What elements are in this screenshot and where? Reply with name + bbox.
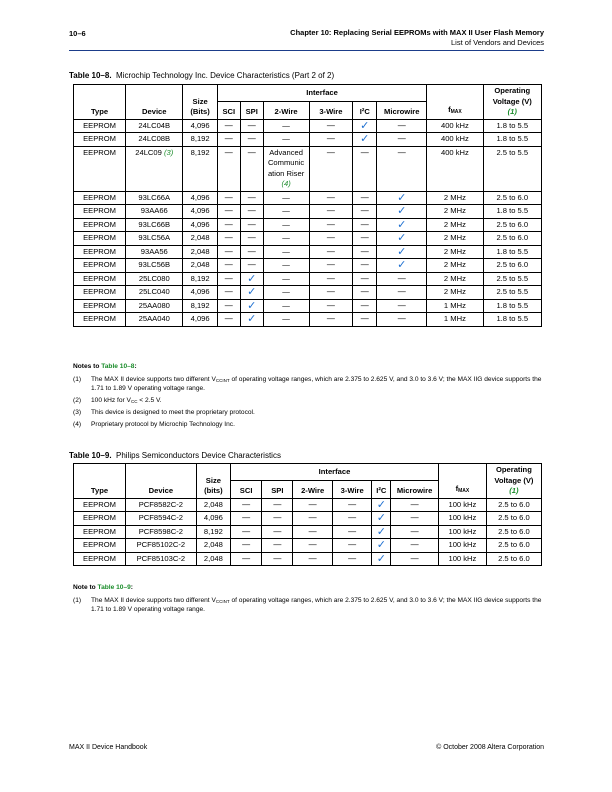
sci-cell: —	[217, 232, 240, 246]
table-row	[74, 133, 542, 147]
table1-caption-label: Table 10–8.	[69, 71, 112, 80]
device-cell: 93LC56A	[126, 232, 183, 246]
type-cell: EEPROM	[74, 259, 126, 273]
size-cell: 2,048	[183, 259, 217, 273]
voltage-cell: 1.8 to 5.5	[483, 299, 541, 313]
microwire-cell-check-icon: ✓	[377, 191, 427, 205]
col-interface: Interface	[217, 85, 426, 102]
size-cell: 8,192	[183, 299, 217, 313]
table-row	[74, 313, 542, 327]
twowire-cell: —	[263, 205, 309, 219]
type-cell: EEPROM	[74, 119, 126, 133]
fmax-cell: 2 MHz	[427, 218, 483, 232]
table-row	[74, 539, 542, 553]
size-cell: 8,192	[183, 146, 217, 191]
col-i2c: I²C	[353, 102, 377, 119]
sci-cell: —	[217, 313, 240, 327]
microwire-cell: —	[377, 119, 427, 133]
col-spi: SPI	[262, 481, 293, 498]
fmax-cell: 100 kHz	[438, 525, 486, 539]
col-3wire: 3-Wire	[332, 481, 372, 498]
col-type: Type	[74, 85, 126, 120]
fmax-cell: 1 MHz	[427, 313, 483, 327]
voltage-cell: 2.5 to 6.0	[486, 512, 541, 526]
sci-cell: —	[217, 286, 240, 300]
microwire-cell: —	[391, 498, 439, 512]
device-cell: 24LC09 (3)	[126, 146, 183, 191]
spi-cell-check-icon: ✓	[240, 299, 263, 313]
fmax-cell: 400 kHz	[427, 119, 483, 133]
spi-cell: —	[262, 525, 293, 539]
device-cell: PCF8594C-2	[126, 512, 197, 526]
sci-cell: —	[217, 218, 240, 232]
twowire-cell: —	[263, 218, 309, 232]
spi-cell: —	[262, 552, 293, 566]
sci-cell: —	[217, 146, 240, 191]
device-cell: PCF85103C-2	[126, 552, 197, 566]
table-row	[74, 191, 542, 205]
type-cell: EEPROM	[74, 245, 126, 259]
table2-caption	[69, 451, 281, 460]
twowire-cell: —	[293, 498, 333, 512]
fmax-cell: 1 MHz	[427, 299, 483, 313]
twowire-cell: Advanced Communic ation Riser (4)	[263, 146, 309, 191]
size-cell: 4,096	[183, 218, 217, 232]
microwire-cell: —	[391, 525, 439, 539]
table-row	[74, 552, 542, 566]
twowire-cell: —	[263, 191, 309, 205]
voltage-cell: 2.5 to 6.0	[486, 539, 541, 553]
sci-cell: —	[217, 205, 240, 219]
voltage-cell: 2.5 to 5.5	[483, 272, 541, 286]
col-size: Size (bits)	[196, 464, 230, 499]
sci-cell: —	[231, 552, 262, 566]
sci-cell: —	[217, 299, 240, 313]
device-cell: 93AA66	[126, 205, 183, 219]
table-row	[74, 272, 542, 286]
threewire-cell: —	[309, 313, 353, 327]
device-cell: 93LC66A	[126, 191, 183, 205]
device-cell: 25AA040	[126, 313, 183, 327]
i2c-cell: —	[353, 272, 377, 286]
col-fmax: fMAX	[427, 85, 483, 120]
table-row	[74, 119, 542, 133]
spi-cell: —	[240, 218, 263, 232]
microwire-cell-check-icon: ✓	[377, 232, 427, 246]
sci-cell: —	[231, 525, 262, 539]
i2c-cell: —	[353, 259, 377, 273]
i2c-cell: —	[353, 245, 377, 259]
microwire-cell: —	[391, 512, 439, 526]
voltage-cell: 1.8 to 5.5	[483, 133, 541, 147]
size-cell: 2,048	[196, 498, 230, 512]
spi-cell: —	[240, 259, 263, 273]
col-type: Type	[74, 464, 126, 499]
microwire-cell-check-icon: ✓	[377, 218, 427, 232]
fmax-cell: 100 kHz	[438, 512, 486, 526]
fmax-cell: 2 MHz	[427, 232, 483, 246]
voltage-cell: 2.5 to 6.0	[483, 191, 541, 205]
microwire-cell: —	[391, 552, 439, 566]
threewire-cell: —	[309, 191, 353, 205]
col-spi: SPI	[240, 102, 263, 119]
type-cell: EEPROM	[74, 218, 126, 232]
device-cell: PCF8598C-2	[126, 525, 197, 539]
col-2wire: 2-Wire	[263, 102, 309, 119]
microwire-cell: —	[377, 313, 427, 327]
threewire-cell: —	[309, 218, 353, 232]
i2c-cell: —	[353, 146, 377, 191]
sci-cell: —	[231, 539, 262, 553]
note-item: (4) Proprietary protocol by Microchip Technology Inc.	[73, 420, 235, 428]
twowire-cell: —	[293, 552, 333, 566]
table1-notes-title: Notes to Table 10–8:	[73, 363, 137, 370]
threewire-cell: —	[309, 205, 353, 219]
sci-cell: —	[217, 119, 240, 133]
i2c-cell: —	[353, 205, 377, 219]
microwire-cell: —	[377, 146, 427, 191]
table2-body	[74, 498, 542, 566]
size-cell: 8,192	[196, 525, 230, 539]
type-cell: EEPROM	[74, 146, 126, 191]
i2c-cell: —	[353, 232, 377, 246]
type-cell: EEPROM	[74, 133, 126, 147]
size-cell: 2,048	[183, 245, 217, 259]
table-row	[74, 286, 542, 300]
col-interface: Interface	[231, 464, 439, 481]
twowire-cell: —	[263, 232, 309, 246]
type-cell: EEPROM	[74, 205, 126, 219]
type-cell: EEPROM	[74, 539, 126, 553]
device-cell: 93LC66B	[126, 218, 183, 232]
sci-cell: —	[231, 512, 262, 526]
col-sci: SCI	[231, 481, 262, 498]
type-cell: EEPROM	[74, 525, 126, 539]
footnote-ref: (3)	[163, 147, 174, 157]
i2c-cell-check-icon: ✓	[353, 133, 377, 147]
spi-cell: —	[240, 119, 263, 133]
fmax-cell: 2 MHz	[427, 205, 483, 219]
device-cell: PCF85102C-2	[126, 539, 197, 553]
table-row	[74, 512, 542, 526]
table-row	[74, 299, 542, 313]
twowire-cell: —	[263, 313, 309, 327]
i2c-cell: —	[353, 313, 377, 327]
sci-cell: —	[217, 245, 240, 259]
threewire-cell: —	[309, 119, 353, 133]
col-fmax: fMAX	[438, 464, 486, 499]
spi-cell: —	[262, 498, 293, 512]
table-row	[74, 498, 542, 512]
table-row	[74, 218, 542, 232]
size-cell: 4,096	[183, 191, 217, 205]
table-row	[74, 146, 542, 191]
fmax-cell: 100 kHz	[438, 539, 486, 553]
threewire-cell: —	[309, 245, 353, 259]
voltage-cell: 1.8 to 5.5	[483, 119, 541, 133]
device-cell: 25LC040	[126, 286, 183, 300]
threewire-cell: —	[309, 272, 353, 286]
sci-cell: —	[217, 272, 240, 286]
threewire-cell: —	[309, 133, 353, 147]
voltage-cell: 2.5 to 5.5	[483, 286, 541, 300]
threewire-cell: —	[332, 552, 372, 566]
table1-body	[74, 119, 542, 326]
fmax-cell: 400 kHz	[427, 133, 483, 147]
table2-caption-label: Table 10–9.	[69, 451, 112, 460]
col-3wire: 3-Wire	[309, 102, 353, 119]
col-i2c: I²C	[372, 481, 391, 498]
spi-cell: —	[262, 539, 293, 553]
microwire-cell: —	[377, 286, 427, 300]
sci-cell: —	[217, 259, 240, 273]
col-voltage: Operating Voltage (V) (1)	[483, 85, 541, 120]
philips-device-table	[73, 463, 542, 566]
size-cell: 8,192	[183, 272, 217, 286]
note-item: (2) 100 kHz for $V_{CC} < 2.5$ V.	[73, 396, 162, 404]
threewire-cell: —	[309, 259, 353, 273]
twowire-cell: —	[263, 245, 309, 259]
i2c-cell-check-icon: ✓	[372, 539, 391, 553]
i2c-cell: —	[353, 218, 377, 232]
device-cell: 24LC04B	[126, 119, 183, 133]
microwire-cell: —	[377, 299, 427, 313]
table1-notes	[73, 363, 543, 433]
spi-cell: —	[240, 205, 263, 219]
twowire-cell: —	[293, 525, 333, 539]
threewire-cell: —	[309, 232, 353, 246]
col-device: Device	[126, 85, 183, 120]
note-item: (1) The MAX II device supports two different $V_{CCINT}$ of operating voltage ranges, which are 2.375 to 2.625 V, and 3.0 to 3.6 V; the MAX IIG device supports the 1.71 to 1.89 V operating voltage range.	[73, 596, 542, 614]
device-cell: PCF8582C-2	[126, 498, 197, 512]
spi-cell: —	[240, 133, 263, 147]
twowire-cell: —	[263, 133, 309, 147]
i2c-cell-check-icon: ✓	[372, 525, 391, 539]
spi-cell-check-icon: ✓	[240, 313, 263, 327]
spi-cell: —	[240, 146, 263, 191]
footnote-ref: (4)	[281, 179, 291, 188]
fmax-cell: 2 MHz	[427, 259, 483, 273]
voltage-cell: 2.5 to 6.0	[483, 232, 541, 246]
spi-cell: —	[240, 245, 263, 259]
section-subtitle: List of Vendors and Devices	[451, 38, 544, 47]
sci-cell: —	[231, 498, 262, 512]
twowire-cell: —	[263, 259, 309, 273]
device-cell: 25LC080	[126, 272, 183, 286]
spi-cell: —	[240, 191, 263, 205]
fmax-cell: 100 kHz	[438, 498, 486, 512]
threewire-cell: —	[332, 512, 372, 526]
device-cell: 93LC56B	[126, 259, 183, 273]
fmax-cell: 100 kHz	[438, 552, 486, 566]
microwire-cell: —	[377, 133, 427, 147]
i2c-cell-check-icon: ✓	[372, 552, 391, 566]
threewire-cell: —	[332, 498, 372, 512]
type-cell: EEPROM	[74, 552, 126, 566]
col-sci: SCI	[217, 102, 240, 119]
col-microwire: Microwire	[377, 102, 427, 119]
voltage-cell: 2.5 to 6.0	[483, 259, 541, 273]
type-cell: EEPROM	[74, 313, 126, 327]
twowire-cell: —	[263, 119, 309, 133]
voltage-cell: 2.5 to 6.0	[486, 552, 541, 566]
voltage-cell: 1.8 to 5.5	[483, 313, 541, 327]
microwire-cell-check-icon: ✓	[377, 259, 427, 273]
type-cell: EEPROM	[74, 191, 126, 205]
chapter-title: Chapter 10: Replacing Serial EEPROMs with MAX II User Flash Memory	[290, 28, 544, 37]
table2-caption-text: Philips Semiconductors Device Characteristics	[116, 451, 281, 460]
i2c-cell: —	[353, 191, 377, 205]
header-rule	[69, 50, 544, 51]
threewire-cell: —	[309, 146, 353, 191]
table-row	[74, 205, 542, 219]
size-cell: 2,048	[196, 539, 230, 553]
i2c-cell-check-icon: ✓	[372, 498, 391, 512]
microwire-cell: —	[391, 539, 439, 553]
spi-cell-check-icon: ✓	[240, 272, 263, 286]
spi-cell: —	[240, 232, 263, 246]
voltage-cell: 1.8 to 5.5	[483, 205, 541, 219]
size-cell: 2,048	[183, 232, 217, 246]
col-voltage: Operating Voltage (V) (1)	[486, 464, 541, 499]
microwire-cell: —	[377, 272, 427, 286]
table2-notes	[73, 584, 543, 618]
type-cell: EEPROM	[74, 286, 126, 300]
col-size: Size (Bits)	[183, 85, 217, 120]
page-number: 10–6	[69, 29, 86, 38]
sci-cell: —	[217, 191, 240, 205]
i2c-cell-check-icon: ✓	[353, 119, 377, 133]
fmax-cell: 2 MHz	[427, 286, 483, 300]
spi-cell: —	[262, 512, 293, 526]
microwire-cell-check-icon: ✓	[377, 245, 427, 259]
fmax-cell: 2 MHz	[427, 272, 483, 286]
sci-cell: —	[217, 133, 240, 147]
size-cell: 4,096	[183, 119, 217, 133]
microchip-device-table	[73, 84, 542, 327]
microwire-cell-check-icon: ✓	[377, 205, 427, 219]
voltage-cell: 2.5 to 6.0	[486, 498, 541, 512]
twowire-cell: —	[263, 299, 309, 313]
spi-cell-check-icon: ✓	[240, 286, 263, 300]
footer-right: © October 2008 Altera Corporation	[436, 744, 544, 751]
twowire-cell: —	[263, 272, 309, 286]
i2c-cell-check-icon: ✓	[372, 512, 391, 526]
table1-caption-text: Microchip Technology Inc. Device Characteristics (Part 2 of 2)	[116, 71, 335, 80]
voltage-cell: 2.5 to 6.0	[486, 525, 541, 539]
fmax-cell: 2 MHz	[427, 191, 483, 205]
threewire-cell: —	[309, 299, 353, 313]
voltage-cell: 1.8 to 5.5	[483, 245, 541, 259]
footer-left: MAX II Device Handbook	[69, 744, 148, 751]
size-cell: 4,096	[183, 286, 217, 300]
threewire-cell: —	[332, 525, 372, 539]
table2-notes-title: Note to Table 10–9:	[73, 584, 133, 591]
threewire-cell: —	[332, 539, 372, 553]
i2c-cell: —	[353, 299, 377, 313]
twowire-cell: —	[263, 286, 309, 300]
device-cell: 25AA080	[126, 299, 183, 313]
size-cell: 4,096	[196, 512, 230, 526]
type-cell: EEPROM	[74, 498, 126, 512]
type-cell: EEPROM	[74, 512, 126, 526]
table-row	[74, 525, 542, 539]
type-cell: EEPROM	[74, 272, 126, 286]
note-item: (1) The MAX II device supports two different $V_{CCINT}$ of operating voltage ranges, which are 2.375 to 2.625 V, and 3.0 to 3.6 V; the MAX IIG device supports the 1.71 to 1.89 V operating voltage range.	[73, 375, 542, 393]
voltage-cell: 2.5 to 5.5	[483, 146, 541, 191]
voltage-cell: 2.5 to 6.0	[483, 218, 541, 232]
size-cell: 2,048	[196, 552, 230, 566]
table-row	[74, 245, 542, 259]
type-cell: EEPROM	[74, 232, 126, 246]
note-item: (3) This device is designed to meet the proprietary protocol.	[73, 409, 255, 417]
size-cell: 4,096	[183, 313, 217, 327]
table-row	[74, 259, 542, 273]
size-cell: 8,192	[183, 133, 217, 147]
device-cell: 93AA56	[126, 245, 183, 259]
col-device: Device	[126, 464, 197, 499]
col-2wire: 2-Wire	[293, 481, 333, 498]
twowire-cell: —	[293, 539, 333, 553]
i2c-cell: —	[353, 286, 377, 300]
device-cell: 24LC08B	[126, 133, 183, 147]
col-microwire: Microwire	[391, 481, 439, 498]
fmax-cell: 400 kHz	[427, 146, 483, 191]
running-header	[290, 28, 544, 48]
threewire-cell: —	[309, 286, 353, 300]
table1-caption	[69, 71, 334, 80]
size-cell: 4,096	[183, 205, 217, 219]
type-cell: EEPROM	[74, 299, 126, 313]
fmax-cell: 2 MHz	[427, 245, 483, 259]
table-row	[74, 232, 542, 246]
twowire-cell: —	[293, 512, 333, 526]
